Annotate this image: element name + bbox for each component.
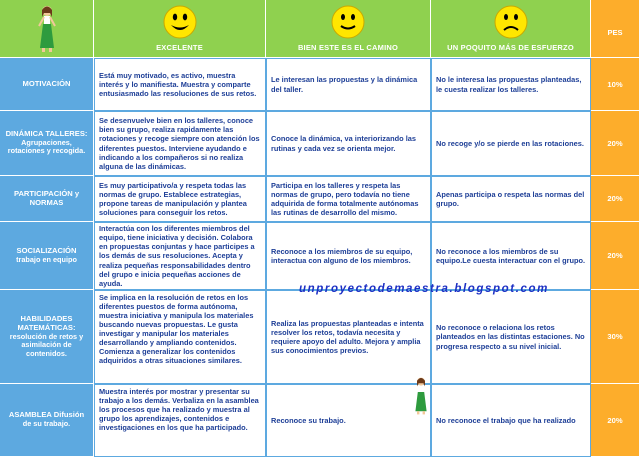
cell-bien — [266, 111, 431, 176]
cell-text: No reconoce el trabajo que ha realizado — [436, 415, 576, 425]
row-title-socializacion — [0, 222, 94, 290]
cell-excelente — [94, 222, 266, 290]
cell-bien — [266, 384, 431, 457]
header-label-esfuerzo: UN POQUITO MÁS DE ESFUERZO — [447, 43, 574, 52]
cell-text: Se implica en la resolución de retos en los diferentes puestos de forma autónoma, muestra iniciativa y manipula los materiales buscando nuevas propuestas. Le gusta investigar y manipular los materiales desarrollando y ampliando contenidos. Comienza a generalizar los contenidos adquiridos a otras situaciones similares. — [99, 293, 254, 366]
cell-excelente — [94, 111, 266, 176]
row-title: SOCIALIZACIÓN — [16, 245, 77, 255]
row-subtitle: de su trabajo. — [22, 419, 71, 429]
cell-pes: 30% — [591, 290, 640, 384]
cell-text: Apenas participa o respeta las normas del grupo. — [436, 189, 585, 208]
cell-bien — [266, 176, 431, 222]
row-title: MOTIVACIÓN — [22, 78, 71, 88]
sad-face-icon — [494, 5, 528, 39]
cell-text: Es muy participativo/a y respeta todas las normas de grupo. Establece estrategias, propone tareas de manipulación y plantea soluciones para conseguir los retos. — [99, 180, 247, 218]
row-title-motivacion — [0, 58, 94, 111]
girl-figure-icon — [36, 4, 58, 54]
cell-esfuerzo — [431, 222, 591, 290]
cell-bien — [266, 290, 431, 384]
row-title: PARTICIPACIÓN y NORMAS — [13, 188, 80, 207]
row-title: ASAMBLEA Difusión — [8, 410, 85, 420]
corner-cell — [0, 0, 94, 58]
cell-text: No reconoce a los miembros de su equipo.Le cuesta interactuar con el grupo. — [436, 246, 586, 265]
cell-text: Le interesan las propuestas y la dinámica del taller. — [271, 75, 418, 94]
cell-text: Participa en los talleres y respeta las normas de grupo, pero todavía no tiene adquirida de forma totalmente autónomas las rutinas de desarrollo del mismo. — [271, 180, 419, 218]
header-label-bien: BIEN ESTE ES EL CAMINO — [297, 43, 399, 52]
cell-bien — [266, 222, 431, 290]
row-subtitle: trabajo en equipo — [16, 254, 77, 264]
cell-text: Está muy motivado, es activo, muestra interés y lo manifiesta. Muestra y comparte entusiasmado las resoluciones de sus retos. — [99, 70, 257, 99]
cell-text: Muestra interés por mostrar y presentar su trabajo a los demás. Verbaliza en la asamblea los procesos que ha realizado y muestra al grupo los aprendizajes, contenidos e investigaciones en los que ha participado. — [99, 387, 259, 433]
cell-esfuerzo — [431, 111, 591, 176]
header-bien — [266, 0, 431, 58]
header-label-pes: PES — [607, 28, 623, 37]
cell-esfuerzo — [431, 58, 591, 111]
cell-text: Reconoce su trabajo. — [271, 415, 346, 425]
happy-face-icon — [163, 5, 197, 39]
cell-excelente — [94, 58, 266, 111]
header-pes — [591, 0, 640, 58]
cell-text: Reconoce a los miembros de su equipo, interactua con alguno de los miembros. — [271, 246, 413, 265]
cell-text: No le interesa las propuestas planteadas, le cuesta realizar los talleres. — [436, 75, 582, 94]
row-subtitle: Agrupaciones, rotaciones y recogida. — [7, 137, 86, 156]
header-esfuerzo — [431, 0, 591, 58]
cell-esfuerzo — [431, 176, 591, 222]
row-title: HABILIDADES MATEMÁTICAS: — [17, 313, 76, 332]
cell-text: No recoge y/o se pierde en las rotaciones. — [436, 138, 584, 148]
cell-excelente — [94, 290, 266, 384]
cell-text: Se desenvuelve bien en los talleres, conoce bien su grupo, realiza rapidamente las rotaciones y recoge siempre con atención los diferentes puestos. Interviene ayudando e indicando a los compañeros si no realiza alguna de las dinámicas. — [99, 116, 260, 171]
cell-pes: 20% — [591, 176, 640, 222]
row-title: DINÁMICA TALLERES: — [5, 128, 88, 138]
blog-watermark: unproyectodemaestra.blogspot.com — [299, 283, 549, 295]
cell-excelente — [94, 384, 266, 457]
cell-excelente — [94, 176, 266, 222]
header-label-excelente: EXCELENTE — [156, 43, 203, 52]
content-face-icon — [331, 5, 365, 39]
cell-text: Realiza las propuestas planteadas e intenta resolver los retos, todavía necesita y requiere apoyo del adulto. Mejora y amplia sus conocimientos previos. — [271, 318, 424, 356]
cell-pes: 20% — [591, 384, 640, 457]
row-subtitle: resolución de retos y asimilación de contenidos. — [9, 331, 84, 358]
cell-bien — [266, 58, 431, 111]
cell-text: Interactúa con los diferentes miembros del equipo, tiene iniciativa y decisión. Colabora en propuestas conjuntas y hace participes a los demás de sus resoluciones. Acepta y realiza pequeñas responsabilidades dentro del grupo e inicia pequeñas acciones de ayuda. — [99, 224, 255, 288]
cell-pes: 10% — [591, 58, 640, 111]
row-title-dinamica — [0, 111, 94, 176]
row-title-asamblea — [0, 384, 94, 457]
cell-text: Conoce la dinámica, va interiorizando las rutinas y cada vez se orienta mejor. — [271, 134, 416, 153]
girl-figure-icon — [412, 376, 430, 416]
row-title-participacion — [0, 176, 94, 222]
row-title-habilidades — [0, 290, 94, 384]
cell-text: No reconoce o relaciona los retos planteados en las distintas estaciones. No progresa respecto a su nivel inicial. — [436, 323, 585, 351]
header-excelente — [94, 0, 266, 58]
cell-esfuerzo — [431, 290, 591, 384]
cell-pes: 20% — [591, 111, 640, 176]
cell-pes: 20% — [591, 222, 640, 290]
cell-esfuerzo — [431, 384, 591, 457]
